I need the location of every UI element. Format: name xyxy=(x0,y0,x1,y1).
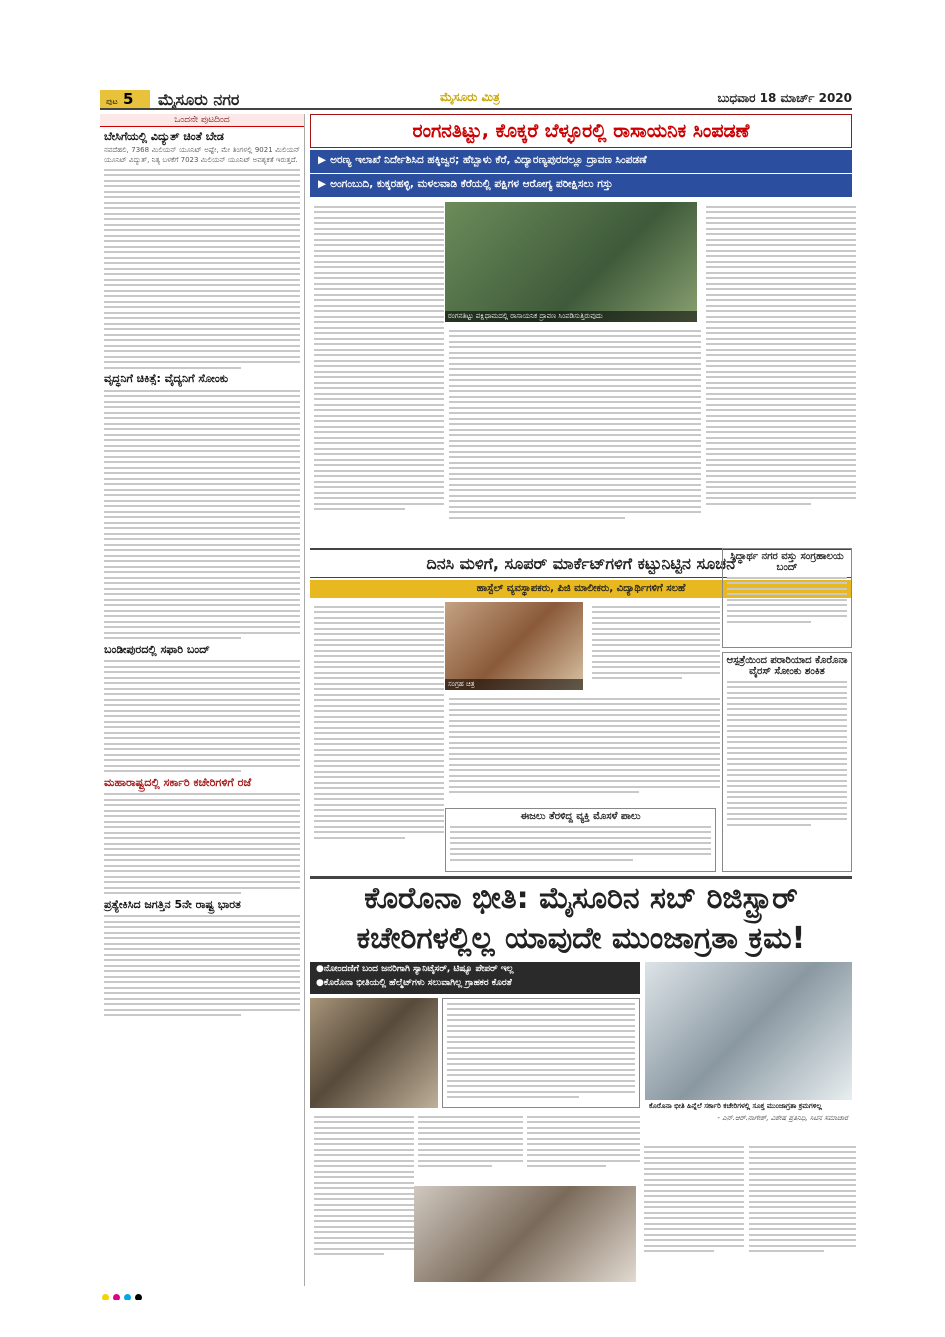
article-heading-india: ಪ್ರತ್ಯೇಕಿಸಿದ ಜಗತ್ತಿನ 5ನೇ ರಾಷ್ಟ್ರ ಭಾರತ xyxy=(104,897,241,911)
page-number-box xyxy=(100,90,150,108)
escaped-patient-sidebar xyxy=(722,652,852,872)
bullet-text: ಅಂಗಂಬುದಿ, ಕುಕ್ಕರಹಳ್ಳಿ, ಮಳಲವಾಡಿ ಕೆರೆಯಲ್ಲಿ ಪಕ್ಷಿಗಳ ಆರೋಗ್ಯ ಪರೀಕ್ಷಿಸಲು ಗಸ್ತು xyxy=(330,178,613,190)
article-body-bandipur xyxy=(104,660,300,772)
photo-caption: ರಂಗನತಿಟ್ಟು ಪಕ್ಷಿಧಾಮದಲ್ಲಿ ರಾಸಾಯನಿಕ ದ್ರಾವಣ ಸಿಂಪಡಿಸುತ್ತಿರುವುದು xyxy=(445,311,697,322)
article-body-india xyxy=(104,915,300,1016)
page-number: 5 xyxy=(122,90,134,108)
office-photo-caption-box xyxy=(645,1102,852,1138)
page-prefix: ಪುಟ xyxy=(106,97,118,106)
byline: - ಎನ್.ಆರ್.ನಾಗೇಶ್, ವಿಶೇಷ ಪ್ರತಿನಿಧಿ, ಸಿಟಿನ ಸಮಾಚಾರ xyxy=(717,1113,848,1122)
article-column xyxy=(749,1142,856,1282)
article-column xyxy=(706,202,856,542)
black-dot-icon xyxy=(135,1294,142,1300)
masthead: ಮೈಸೂರು ಮಿತ್ರ xyxy=(440,90,500,104)
corona-bullets xyxy=(310,962,640,994)
article-heading-electricity: ಬೇಸಿಗೆಯಲ್ಲಿ ವಿದ್ಯುತ್ ಚಿಂತೆ ಬೇಡ xyxy=(104,130,224,143)
crocodile-story-box xyxy=(445,808,716,872)
article-column xyxy=(527,1112,640,1182)
article-text-electricity: ನವದೆಹಲಿ, 7368 ಮಿಲಿಯನ್ ಯೂನಿಟ್ ಅಷ್ಟೇ, ಮೇ ತಿಂಗಳಲ್ಲಿ 9021 ಮಿಲಿಯನ್ ಯೂನಿಟ್ ವಿದ್ಯುತ್, ನಿತ್ಯ ಬಳಕೆಗೆ 7023 ಮಿಲಿಯನ್ ಯೂನಿಟ್ ಅವಶ್ಯಕತೆ ಇರುತ್ತದೆ. xyxy=(104,146,300,164)
quote-box xyxy=(442,998,640,1108)
office-crowd-photo xyxy=(310,998,438,1108)
bullet-point xyxy=(310,174,852,198)
triangle-icon: ▶ xyxy=(318,154,327,166)
article-body-electricity xyxy=(104,169,300,369)
main-headline: ರಂಗನತಿಟ್ಟು, ಕೊಕ್ಕರೆ ಬೆಳ್ಳೂರಲ್ಲಿ ರಾಸಾಯನಿಕ ಸಿಂಪಡಣೆ xyxy=(412,120,750,142)
article-heading-bandipur: ಬಂಡೀಪುರದಲ್ಲಿ ಸಫಾರಿ ಬಂದ್ xyxy=(104,642,210,656)
left-column xyxy=(100,114,305,1286)
museum-sidebar-title: ಸಿದ್ಧಾರ್ಥ ನಗರ ವಸ್ತು ಸಂಗ್ರಹಾಲಯ ಬಂದ್ xyxy=(730,551,844,573)
registrar-office-photo xyxy=(645,962,852,1100)
headline-bullets xyxy=(310,150,852,198)
article-column xyxy=(314,1112,414,1282)
section-title: ಮೈಸೂರು ನಗರ xyxy=(158,90,240,109)
grocery-story-title: ದಿನಸಿ ಮಳಿಗೆ, ಸೂಪರ್ ಮಾರ್ಕೆಟ್‌ಗಳಿಗೆ ಕಟ್ಟುನಿಟ್ಟಿನ ಸೂಚನೆ xyxy=(426,554,736,573)
article-column xyxy=(449,326,701,542)
article-heading-maharashtra: ಮಹಾರಾಷ್ಟ್ರದಲ್ಲಿ ಸರ್ಕಾರಿ ಕಚೇರಿಗಳಿಗೆ ರಜೆ xyxy=(104,775,252,789)
article-column xyxy=(418,1112,523,1182)
article-column xyxy=(644,1142,744,1282)
magenta-dot-icon xyxy=(113,1294,120,1300)
corona-headline-line2: ಕಚೇರಿಗಳಲ್ಲಿಲ್ಲ ಯಾವುದೇ ಮುಂಜಾಗ್ರತಾ ಕ್ರಮ! xyxy=(356,921,806,956)
grocery-story-subtitle: ಹಾಸ್ಟೆಲ್ ವ್ಯವಸ್ಥಾಪಕರು, ಪಿಜಿ ಮಾಲೀಕರು, ವಿದ್ಯಾರ್ಥಿಗಳಿಗೆ ಸಲಹೆ xyxy=(476,583,686,594)
bullet-point xyxy=(310,150,852,174)
corona-headline-box xyxy=(310,876,852,960)
photo-caption: ಸಂಗ್ರಹ ಚಿತ್ರ xyxy=(445,679,583,690)
corona-bullet: ●ಕೊರೊನಾ ಭೀತಿಯಲ್ಲಿ ಹೆಲ್ಮೆಟ್‌ಗಳು ಸಲುವಾಗಿ‌ಲ್ಲ ಗ್ರಾಹಕರ ಕೊರತೆ xyxy=(316,978,512,988)
triangle-icon: ▶ xyxy=(318,178,327,190)
article-column xyxy=(314,602,444,872)
bullet-text: ಅರಣ್ಯ ಇಲಾಖೆ ನಿರ್ದೇಶಿಸಿದ ಹಕ್ಕಿಜ್ವರ; ಹೆಬ್ಬಾಳು ಕೆರೆ, ವಿದ್ಯಾರಣ್ಯಪುರದಲ್ಲೂ ದ್ರಾವಣ ಸಿಂಪಡಣೆ xyxy=(330,154,647,166)
corona-bullet: ●ನೋಂದಣಿಗೆ ಬಂದ ಜನರಿಗಾಗಿ ಸ್ಯಾನಿಟೈಸರ್, ಟಿಷ್ಯೂ ಪೇಪರ್ ಇಲ್ಲ xyxy=(316,964,514,974)
museum-sidebar-body xyxy=(727,577,847,623)
queue-photo xyxy=(414,1186,636,1282)
article-column xyxy=(592,602,720,690)
quote-body xyxy=(447,1003,635,1099)
crocodile-story-title: ಈಜಲು ತೆರಳಿದ್ದ ವ್ಯಕ್ತಿ ಮೊಸಳೆ ಪಾಲು xyxy=(520,811,641,822)
print-registration-marks xyxy=(100,1286,852,1300)
article-body-maharashtra xyxy=(104,793,300,894)
article-column xyxy=(314,202,444,542)
page-header xyxy=(100,88,852,110)
article-column xyxy=(449,694,720,806)
continued-strip: ಒಂದನೇ ಪುಟದಿಂದ xyxy=(100,114,304,127)
issue-date: ಬುಧವಾರ 18 ಮಾರ್ಚ್ 2020 xyxy=(717,91,852,105)
museum-sidebar xyxy=(722,548,852,648)
cyan-dot-icon xyxy=(124,1294,131,1300)
main-headline-box xyxy=(310,114,852,148)
office-photo-caption: ಕೊರೊನಾ ಭೀತಿ ಹಿನ್ನೆಲೆ ಸರ್ಕಾರಿ ಕಚೇರಿಗಳಲ್ಲಿ ಸೂಕ್ತ ಮುಂಜಾಗ್ರತಾ ಕ್ರಮಗಳಿಲ್ಲ xyxy=(649,1102,822,1110)
escaped-patient-title: ಆಸ್ಪತ್ರೆಯಿಂದ ಪರಾರಿಯಾದ ಕೊರೊನಾ ವೈರಸ್ ಸೋಂಕು ಶಂಕಿತ xyxy=(726,655,848,677)
article-body-doctor xyxy=(104,390,300,640)
yellow-dot-icon xyxy=(102,1294,109,1300)
newspaper-page xyxy=(100,88,852,1300)
crocodile-story-body xyxy=(450,826,711,861)
bird-sanctuary-photo xyxy=(445,202,697,322)
supermarket-photo xyxy=(445,602,583,690)
article-heading-doctor: ವೃದ್ಧನಿಗೆ ಚಿಕಿತ್ಸೆ: ವೈದ್ಯನಿಗೆ ಸೋಂಕು xyxy=(104,372,229,385)
escaped-patient-body xyxy=(727,681,847,826)
corona-headline-line1: ಕೊರೊನಾ ಭೀತಿ: ಮೈಸೂರಿನ ಸಬ್ ರಿಜಿಸ್ಟ್ರಾರ್ xyxy=(364,881,798,916)
